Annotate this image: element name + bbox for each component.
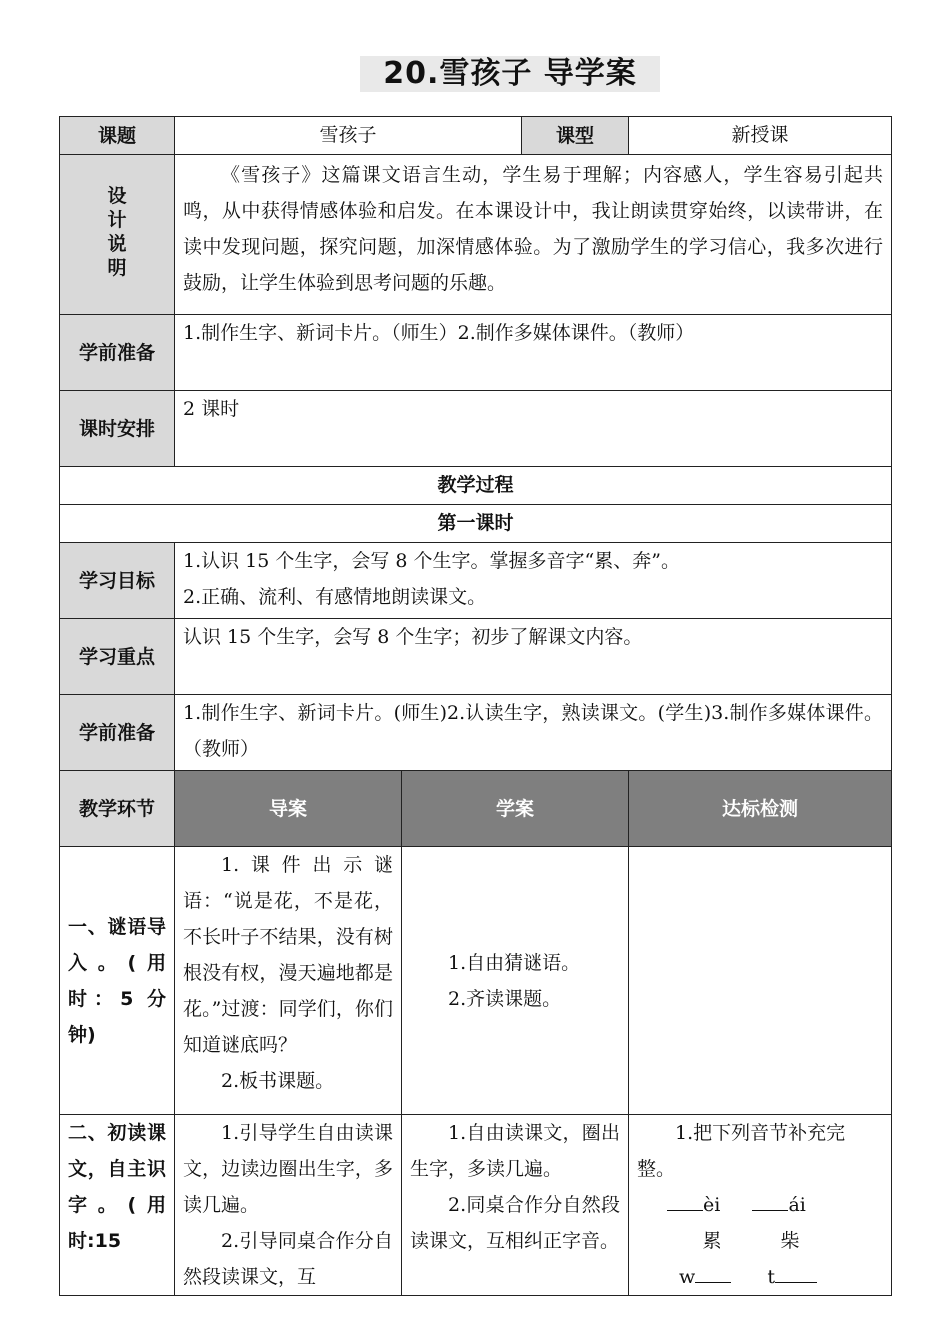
stage1-study (402, 847, 629, 1115)
focus-text: 认识 15 个生字，会写 8 个生字；初步了解课文内容。 (175, 619, 892, 695)
process-title: 教学过程 (60, 467, 892, 505)
pinyin-row (637, 1259, 883, 1295)
page-title: 20.雪孩子 导学案 (360, 56, 660, 92)
stage2-name: 二、初读课文，自主识字。(用时:15 (60, 1115, 175, 1296)
stage2-check (629, 1115, 892, 1296)
prep2-label: 学前准备 (60, 695, 175, 771)
type-value: 新授课 (629, 117, 892, 155)
prep2-text: 1.制作生字、新词卡片。(师生)2.认读生字，熟读课文。(学生)3.制作多媒体课件。（教师） (175, 695, 892, 771)
lesson-plan-table (59, 116, 892, 1296)
study-paragraph: 1.自由读课文，圈出生字，多读几遍。 (410, 1122, 621, 1180)
pinyin-text: ái (788, 1194, 806, 1216)
pinyin-row (637, 1187, 883, 1223)
stage1-check (629, 847, 892, 1115)
col-study-header: 学案 (402, 771, 629, 847)
blank-line (667, 1190, 703, 1211)
stage1-name: 一、谜语导入。(用时：5 分钟) (60, 847, 175, 1115)
study-paragraph: 1.自由猜谜语。 (448, 951, 581, 974)
char-row (637, 1223, 883, 1259)
pinyin-text: w (679, 1266, 696, 1288)
type-label: 课型 (522, 117, 629, 155)
blank-line (775, 1262, 817, 1283)
prep1-label: 学前准备 (60, 315, 175, 391)
col-check-header: 达标检测 (629, 771, 892, 847)
study-paragraph: 2.齐读课题。 (448, 987, 562, 1010)
hanzi-text: 柴 (780, 1230, 800, 1252)
guide-paragraph: 2.引导同桌合作分自然段读课文，互 (183, 1230, 393, 1288)
blank-line (695, 1262, 731, 1283)
stage2-guide (175, 1115, 402, 1296)
topic-value: 雪孩子 (175, 117, 522, 155)
topic-label: 课题 (60, 117, 175, 155)
col-guide-header: 导案 (175, 771, 402, 847)
focus-label: 学习重点 (60, 619, 175, 695)
stage2-study (402, 1115, 629, 1296)
prep1-text: 1.制作生字、新词卡片。（师生）2.制作多媒体课件。（教师） (175, 315, 892, 391)
guide-paragraph: 1.课件出示谜语：“说是花，不是花，不长叶子不结果，没有树根没有杈，漫天遍地都是花。”过渡：同学们，你们知道谜底吗？ (183, 854, 393, 1056)
goal-line: 1.认识 15 个生字，会写 8 个生字。掌握多音字“累、奔”。 (183, 550, 680, 572)
study-paragraph: 2.同桌合作分自然段读课文，互相纠正字音。 (410, 1194, 621, 1252)
lesson-title: 第一课时 (60, 505, 892, 543)
col-stage-header: 教学环节 (60, 771, 175, 847)
stage1-guide (175, 847, 402, 1115)
goals-label: 学习目标 (60, 543, 175, 619)
guide-paragraph: 1.引导学生自由读课文，边读边圈出生字，多读几遍。 (183, 1122, 393, 1216)
blank-line (752, 1190, 788, 1211)
pinyin-text: èi (703, 1194, 721, 1216)
goals-text (175, 543, 892, 619)
design-label: 设计说明 (60, 155, 175, 315)
check-intro: 1.把下列音节补充完整。 (637, 1122, 846, 1180)
guide-paragraph: 2.板书课题。 (221, 1070, 335, 1092)
design-text: 《雪孩子》这篇课文语言生动，学生易于理解；内容感人，学生容易引起共鸣，从中获得情感体验和启发。在本课设计中，我让朗读贯穿始终，以读带讲，在读中发现问题，探究问题，加深情感体验。为了激励学生的学习信心，我多次进行鼓励，让学生体验到思考问题的乐趣。 (175, 155, 892, 315)
hanzi-text: 累 (702, 1230, 722, 1252)
goal-line: 2.正确、流利、有感情地朗读课文。 (183, 586, 487, 608)
pinyin-text: t (767, 1266, 776, 1288)
schedule-label: 课时安排 (60, 391, 175, 467)
schedule-text: 2 课时 (175, 391, 892, 467)
